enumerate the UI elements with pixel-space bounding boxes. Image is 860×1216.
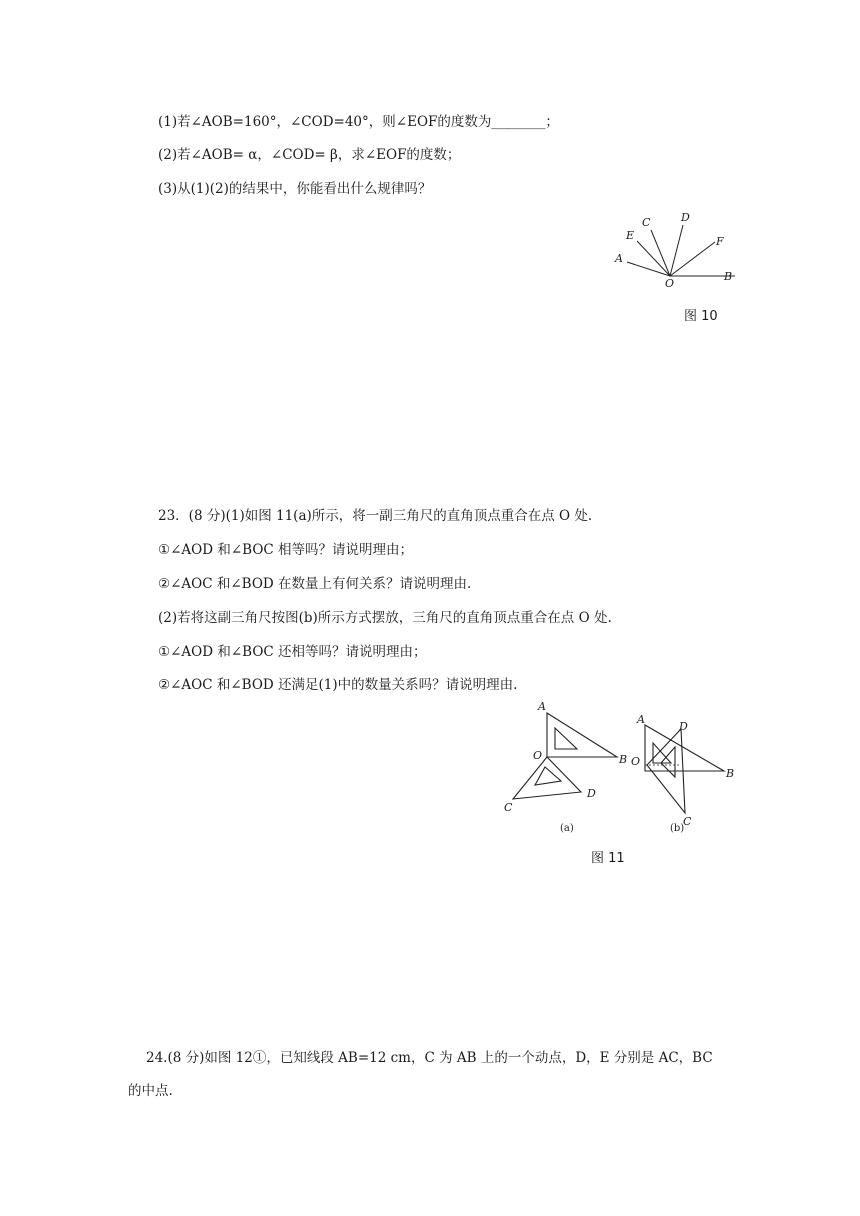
label-e: E	[626, 229, 635, 242]
label-d: D	[681, 211, 690, 224]
fig-a-label-b: B	[619, 753, 628, 766]
fig-b-label-a: A	[637, 713, 645, 726]
q23-line-2: ①∠AOD 和∠BOC 相等吗？请说明理由；	[158, 542, 414, 558]
q22-line-1: (1)若∠AOB=160°，∠COD=40°，则∠EOF的度数为________；	[158, 114, 559, 130]
fig-a-label-c: C	[504, 801, 513, 814]
label-b: B	[724, 270, 733, 283]
label-f: F	[716, 235, 724, 248]
q24-line-1: 24.(8 分)如图 12①，已知线段 AB=12 cm，C 为 AB 上的一个动点，D，E 分别是 AC，BC	[146, 1050, 713, 1066]
fig-a-label-o: O	[533, 749, 543, 762]
q22-line-3: (3)从(1)(2)的结果中，你能看出什么规律吗？	[158, 181, 432, 197]
q23-line-6: ②∠AOC 和∠BOD 还满足(1)中的数量关系吗？请说明理由.	[158, 677, 518, 693]
q22-line-2: (2)若∠AOB= α，∠COD= β，求∠EOF的度数；	[158, 147, 461, 163]
figure-11	[495, 695, 755, 840]
fig-b-label-b: B	[726, 767, 735, 780]
fig-b-label-c: C	[683, 815, 692, 828]
q23-line-1: 23．(8 分)(1)如图 11(a)所示，将一副三角尺的直角顶点重合在点 O 处.	[158, 508, 593, 524]
fig-b-label-d: D	[679, 720, 688, 733]
q24-line-2: 的中点.	[128, 1083, 173, 1099]
fig-b-label-o: O	[631, 755, 641, 768]
label-o: O	[665, 277, 675, 290]
q23-line-5: ①∠AOD 和∠BOC 还相等吗？请说明理由；	[158, 644, 427, 660]
fig-a-label-a: A	[538, 700, 546, 713]
figure-10-caption: 图 10	[684, 309, 718, 324]
figure-11-caption: 图 11	[591, 851, 625, 866]
label-a: A	[615, 252, 623, 265]
fig-a-label-d: D	[587, 787, 596, 800]
label-c: C	[642, 216, 651, 229]
q23-line-4: (2)若将这副三角尺按图(b)所示方式摆放，三角尺的直角顶点重合在点 O 处.	[158, 610, 612, 626]
figure-10	[605, 205, 755, 295]
sub-caption-b: (b)	[670, 823, 685, 834]
sub-caption-a: (a)	[560, 823, 574, 834]
q23-line-3: ②∠AOC 和∠BOD 在数量上有何关系？请说明理由.	[158, 576, 472, 592]
